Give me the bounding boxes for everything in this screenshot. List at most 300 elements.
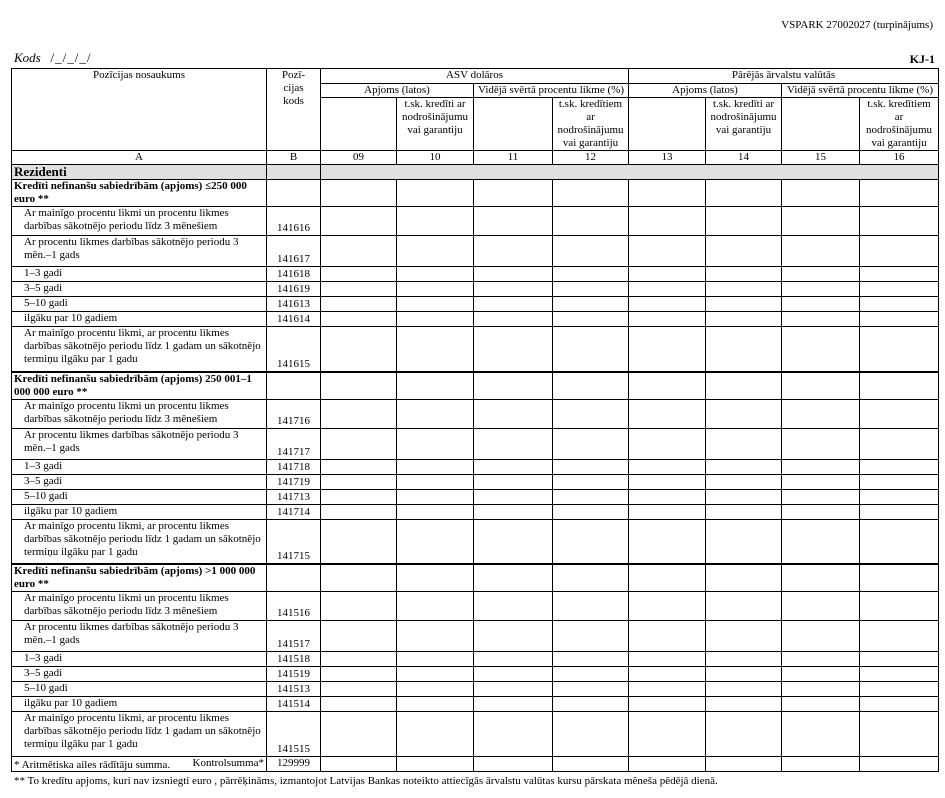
input-cell[interactable]: [782, 267, 860, 282]
input-cell[interactable]: [706, 667, 782, 682]
row-label: Ar mainīgo procentu likmi, ar procentu likmes darbības sākotnējo periodu līdz 1 gadam un sākotnējo termiņu ilgāku par 1 gadu: [12, 327, 267, 372]
input-cell[interactable]: [397, 267, 474, 282]
input-cell[interactable]: [706, 564, 782, 592]
input-cell[interactable]: [397, 621, 474, 652]
table-row: [12, 697, 939, 712]
input-cell[interactable]: [397, 372, 474, 400]
input-cell[interactable]: [474, 652, 553, 667]
input-cell[interactable]: [321, 667, 397, 682]
table-row: [12, 312, 939, 327]
input-cell[interactable]: [553, 399, 629, 428]
input-cell[interactable]: [706, 282, 782, 297]
header-usd-volume: Apjoms (latos): [321, 84, 474, 98]
input-cell[interactable]: [474, 564, 553, 592]
table-row: [12, 327, 939, 372]
input-cell[interactable]: [860, 489, 939, 504]
input-cell[interactable]: [397, 489, 474, 504]
row-label: 1–3 gadi: [12, 459, 267, 474]
input-cell[interactable]: [860, 667, 939, 682]
table-row: [12, 712, 939, 757]
input-cell[interactable]: [553, 372, 629, 400]
input-cell[interactable]: [860, 327, 939, 372]
input-cell[interactable]: [397, 399, 474, 428]
input-cell[interactable]: [629, 207, 706, 236]
input-cell[interactable]: [706, 682, 782, 697]
table-row: [12, 652, 939, 667]
table-row: [12, 267, 939, 282]
input-cell[interactable]: [397, 682, 474, 697]
input-cell[interactable]: [706, 372, 782, 400]
input-cell[interactable]: [474, 474, 553, 489]
table-row: [12, 399, 939, 428]
input-cell[interactable]: [321, 372, 397, 400]
input-cell[interactable]: [553, 459, 629, 474]
input-cell[interactable]: [860, 519, 939, 564]
input-cell[interactable]: [321, 504, 397, 519]
input-cell[interactable]: [860, 236, 939, 267]
row-code: 141617: [267, 236, 321, 267]
input-cell[interactable]: [474, 592, 553, 621]
input-cell[interactable]: [860, 312, 939, 327]
input-cell[interactable]: [474, 697, 553, 712]
input-cell[interactable]: [397, 236, 474, 267]
row-label: Ar mainīgo procentu likmi un procentu likmes darbības sākotnējo periodu līdz 3 mēnešiem: [12, 399, 267, 428]
input-cell[interactable]: [629, 697, 706, 712]
column-letter: 15: [782, 151, 860, 165]
input-cell[interactable]: [553, 282, 629, 297]
input-cell[interactable]: [474, 236, 553, 267]
input-cell[interactable]: [474, 459, 553, 474]
row-label: Ar procentu likmes darbības sākotnējo periodu 3 mēn.–1 gads: [12, 236, 267, 267]
input-cell[interactable]: [629, 489, 706, 504]
table-row: [12, 297, 939, 312]
input-cell[interactable]: [553, 180, 629, 207]
row-code: 141513: [267, 682, 321, 697]
input-cell[interactable]: [553, 757, 629, 772]
header-usd-rate-total: [474, 98, 553, 151]
kontrolsumma-code: 129999: [267, 757, 321, 772]
row-code: 141715: [267, 519, 321, 564]
input-cell[interactable]: [397, 297, 474, 312]
input-cell[interactable]: [706, 180, 782, 207]
header-other-volume-sub: t.sk. kredīti ar nodrošinājumu vai garantiju: [706, 98, 782, 151]
input-cell[interactable]: [706, 297, 782, 312]
input-cell[interactable]: [782, 667, 860, 682]
input-cell[interactable]: [397, 282, 474, 297]
input-cell[interactable]: [321, 428, 397, 459]
input-cell[interactable]: [321, 267, 397, 282]
input-cell[interactable]: [474, 327, 553, 372]
table-row: [12, 519, 939, 564]
input-cell[interactable]: [553, 592, 629, 621]
input-cell[interactable]: [321, 459, 397, 474]
input-cell[interactable]: [706, 757, 782, 772]
header-usd: ASV dolāros: [321, 69, 629, 84]
input-cell[interactable]: [474, 621, 553, 652]
input-cell[interactable]: [629, 236, 706, 267]
row-label: 1–3 gadi: [12, 652, 267, 667]
input-cell[interactable]: [397, 327, 474, 372]
input-cell[interactable]: [474, 682, 553, 697]
input-cell[interactable]: [782, 399, 860, 428]
input-cell[interactable]: [474, 207, 553, 236]
input-cell[interactable]: [782, 236, 860, 267]
header-other-volume: Apjoms (latos): [629, 84, 782, 98]
input-cell[interactable]: [553, 564, 629, 592]
row-code: 141519: [267, 667, 321, 682]
row-code: 141717: [267, 428, 321, 459]
input-cell[interactable]: [782, 564, 860, 592]
input-cell[interactable]: [629, 712, 706, 757]
input-cell[interactable]: [553, 327, 629, 372]
input-cell[interactable]: [397, 504, 474, 519]
input-cell[interactable]: [474, 519, 553, 564]
input-cell[interactable]: [860, 282, 939, 297]
input-cell[interactable]: [782, 474, 860, 489]
input-cell[interactable]: [706, 504, 782, 519]
input-cell[interactable]: [397, 428, 474, 459]
input-cell[interactable]: [553, 697, 629, 712]
header-usd-volume-sub: t.sk. kredīti ar nodrošinājumu vai garantiju: [397, 98, 474, 151]
input-cell[interactable]: [706, 207, 782, 236]
row-label: 3–5 gadi: [12, 474, 267, 489]
form-reference: VSPARK 27002027 (turpinājums): [781, 19, 933, 31]
input-cell[interactable]: [860, 682, 939, 697]
input-cell[interactable]: [860, 399, 939, 428]
input-cell[interactable]: [553, 312, 629, 327]
row-label: Ar mainīgo procentu likmi, ar procentu likmes darbības sākotnējo periodu līdz 1 gadam un sākotnējo termiņu ilgāku par 1 gadu: [12, 712, 267, 757]
row-code: 141614: [267, 312, 321, 327]
row-code: 141518: [267, 652, 321, 667]
column-letter: 11: [474, 151, 553, 165]
header-usd-volume-total: [321, 98, 397, 151]
input-cell[interactable]: [474, 712, 553, 757]
row-code: 141619: [267, 282, 321, 297]
header-name-col: Pozīcijas nosaukums: [12, 69, 267, 151]
input-cell[interactable]: [706, 236, 782, 267]
footnote-2: ** To kredītu apjoms, kuri nav izsniegti euro , pārrēķināms, izmantojot Latvijas Bankas noteikto attiecīgās ārvalstu valūtas kursu pārskata mēneša pēdējā dienā.: [14, 775, 718, 787]
input-cell[interactable]: [474, 297, 553, 312]
input-cell[interactable]: [397, 207, 474, 236]
row-label: Ar procentu likmes darbības sākotnējo periodu 3 mēn.–1 gads: [12, 621, 267, 652]
header-code-col: Pozī- cijas kods: [267, 69, 321, 151]
input-cell[interactable]: [629, 474, 706, 489]
input-cell[interactable]: [397, 712, 474, 757]
input-cell[interactable]: [474, 180, 553, 207]
input-cell[interactable]: [860, 504, 939, 519]
header-other-volume-total: [629, 98, 706, 151]
input-cell[interactable]: [860, 474, 939, 489]
table-row: [12, 207, 939, 236]
kods-field[interactable]: [14, 50, 91, 66]
input-cell[interactable]: [782, 207, 860, 236]
row-label: ilgāku par 10 gadiem: [12, 504, 267, 519]
input-cell[interactable]: [782, 621, 860, 652]
row-code: 141718: [267, 459, 321, 474]
input-cell[interactable]: [706, 652, 782, 667]
footnote-1: * Aritmētiska ailes rādītāju summa.: [14, 759, 171, 771]
input-cell[interactable]: [321, 757, 397, 772]
column-letter: 13: [629, 151, 706, 165]
table-row: [12, 592, 939, 621]
input-cell[interactable]: [629, 504, 706, 519]
input-cell[interactable]: [321, 564, 397, 592]
row-label: 5–10 gadi: [12, 297, 267, 312]
input-cell[interactable]: [706, 312, 782, 327]
input-cell[interactable]: [321, 489, 397, 504]
input-cell[interactable]: [397, 757, 474, 772]
column-letter: 09: [321, 151, 397, 165]
input-cell[interactable]: [782, 428, 860, 459]
row-label: Ar mainīgo procentu likmi un procentu likmes darbības sākotnējo periodu līdz 3 mēnešiem: [12, 592, 267, 621]
input-cell[interactable]: [782, 592, 860, 621]
input-cell[interactable]: [397, 459, 474, 474]
column-letter: 10: [397, 151, 474, 165]
header-other-rate-total: [782, 98, 860, 151]
input-cell[interactable]: [321, 207, 397, 236]
input-cell[interactable]: [629, 757, 706, 772]
row-code: 141716: [267, 399, 321, 428]
table-row: [12, 474, 939, 489]
input-cell[interactable]: [860, 592, 939, 621]
input-cell[interactable]: [629, 519, 706, 564]
row-code: 141514: [267, 697, 321, 712]
input-cell[interactable]: [321, 682, 397, 697]
column-letter: 12: [553, 151, 629, 165]
input-cell[interactable]: [629, 282, 706, 297]
input-cell[interactable]: [397, 652, 474, 667]
input-cell[interactable]: [397, 697, 474, 712]
row-code: 141719: [267, 474, 321, 489]
input-cell[interactable]: [321, 312, 397, 327]
input-cell[interactable]: [782, 652, 860, 667]
section-header: [12, 564, 939, 592]
input-cell[interactable]: [321, 652, 397, 667]
input-cell[interactable]: [629, 428, 706, 459]
section-header: [12, 372, 939, 400]
row-label: ilgāku par 10 gadiem: [12, 312, 267, 327]
report-table: [11, 68, 939, 772]
input-cell[interactable]: [782, 504, 860, 519]
form-id: KJ-1: [909, 52, 935, 66]
input-cell[interactable]: [629, 267, 706, 282]
table-row: [12, 682, 939, 697]
table-row: [12, 667, 939, 682]
input-cell[interactable]: [397, 519, 474, 564]
input-cell[interactable]: [629, 459, 706, 474]
input-cell[interactable]: [629, 327, 706, 372]
row-code: 141618: [267, 267, 321, 282]
input-cell[interactable]: [706, 592, 782, 621]
section-title: Kredīti nefinanšu sabiedrībām (apjoms) ≤250 000 euro **: [12, 180, 267, 207]
input-cell[interactable]: [553, 652, 629, 667]
input-cell[interactable]: [782, 372, 860, 400]
input-cell[interactable]: [782, 297, 860, 312]
input-cell[interactable]: [860, 459, 939, 474]
row-label: 5–10 gadi: [12, 489, 267, 504]
input-cell[interactable]: [321, 712, 397, 757]
input-cell[interactable]: [706, 697, 782, 712]
input-cell[interactable]: [782, 697, 860, 712]
input-cell[interactable]: [629, 297, 706, 312]
input-cell[interactable]: [474, 757, 553, 772]
table-row: [12, 236, 939, 267]
header-other-rate: Vidējā svērtā procentu likme (%): [782, 84, 939, 98]
input-cell[interactable]: [397, 564, 474, 592]
input-cell[interactable]: [474, 312, 553, 327]
input-cell[interactable]: [860, 297, 939, 312]
input-cell[interactable]: [474, 399, 553, 428]
row-label: Ar mainīgo procentu likmi un procentu likmes darbības sākotnējo periodu līdz 3 mēnešiem: [12, 207, 267, 236]
input-cell[interactable]: [474, 428, 553, 459]
input-cell[interactable]: [397, 592, 474, 621]
kontrolsumma-label: Kontrolsumma*: [12, 757, 267, 772]
input-cell[interactable]: [629, 652, 706, 667]
column-letter: A: [12, 151, 267, 165]
header-other: Pārējās ārvalstu valūtās: [629, 69, 939, 84]
input-cell[interactable]: [321, 474, 397, 489]
input-cell[interactable]: [553, 682, 629, 697]
column-letter: 14: [706, 151, 782, 165]
input-cell[interactable]: [706, 327, 782, 372]
input-cell[interactable]: [706, 399, 782, 428]
section-title: Kredīti nefinanšu sabiedrībām (apjoms) >1 000 000 euro **: [12, 564, 267, 592]
row-code: 141516: [267, 592, 321, 621]
row-code: 141616: [267, 207, 321, 236]
table-row: [12, 504, 939, 519]
input-cell[interactable]: [321, 621, 397, 652]
input-cell[interactable]: [397, 667, 474, 682]
input-cell[interactable]: [474, 504, 553, 519]
input-cell[interactable]: [321, 282, 397, 297]
input-cell[interactable]: [397, 474, 474, 489]
input-cell[interactable]: [321, 399, 397, 428]
input-cell[interactable]: [860, 180, 939, 207]
input-cell[interactable]: [397, 312, 474, 327]
input-cell[interactable]: [706, 428, 782, 459]
input-cell[interactable]: [860, 428, 939, 459]
row-code: 141515: [267, 712, 321, 757]
column-letter: B: [267, 151, 321, 165]
row-label: Ar mainīgo procentu likmi, ar procentu likmes darbības sākotnējo periodu līdz 1 gadam un sākotnējo termiņu ilgāku par 1 gadu: [12, 519, 267, 564]
table-row: [12, 459, 939, 474]
row-code: 141517: [267, 621, 321, 652]
input-cell[interactable]: [782, 757, 860, 772]
input-cell[interactable]: [553, 236, 629, 267]
input-cell[interactable]: [782, 489, 860, 504]
input-cell[interactable]: [629, 372, 706, 400]
row-label: 3–5 gadi: [12, 667, 267, 682]
input-cell[interactable]: [706, 712, 782, 757]
input-cell[interactable]: [782, 459, 860, 474]
input-cell[interactable]: [860, 697, 939, 712]
input-cell[interactable]: [860, 267, 939, 282]
input-cell[interactable]: [321, 697, 397, 712]
input-cell[interactable]: [474, 267, 553, 282]
row-label: 3–5 gadi: [12, 282, 267, 297]
input-cell[interactable]: [706, 519, 782, 564]
kods-slots: /_/_/_/: [50, 50, 92, 65]
input-cell[interactable]: [860, 712, 939, 757]
input-cell[interactable]: [860, 564, 939, 592]
input-cell[interactable]: [782, 282, 860, 297]
input-cell[interactable]: [629, 180, 706, 207]
table-row: [12, 428, 939, 459]
input-cell[interactable]: [860, 757, 939, 772]
input-cell[interactable]: [553, 519, 629, 564]
input-cell[interactable]: [782, 682, 860, 697]
input-cell[interactable]: [474, 282, 553, 297]
input-cell[interactable]: [629, 667, 706, 682]
input-cell[interactable]: [860, 621, 939, 652]
input-cell[interactable]: [782, 312, 860, 327]
input-cell[interactable]: [553, 428, 629, 459]
row-code: 141615: [267, 327, 321, 372]
input-cell[interactable]: [629, 621, 706, 652]
input-cell[interactable]: [629, 682, 706, 697]
row-label: 5–10 gadi: [12, 682, 267, 697]
input-cell[interactable]: [860, 372, 939, 400]
input-cell[interactable]: [321, 519, 397, 564]
input-cell[interactable]: [629, 592, 706, 621]
row-label: 1–3 gadi: [12, 267, 267, 282]
input-cell[interactable]: [321, 592, 397, 621]
input-cell[interactable]: [782, 327, 860, 372]
input-cell[interactable]: [782, 519, 860, 564]
table-row: [12, 282, 939, 297]
input-cell[interactable]: [860, 652, 939, 667]
input-cell[interactable]: [321, 236, 397, 267]
input-cell[interactable]: [553, 504, 629, 519]
input-cell[interactable]: [553, 207, 629, 236]
input-cell[interactable]: [629, 312, 706, 327]
header-usd-rate: Vidējā svērtā procentu likme (%): [474, 84, 629, 98]
input-cell[interactable]: [553, 474, 629, 489]
input-cell[interactable]: [553, 621, 629, 652]
input-cell[interactable]: [706, 267, 782, 282]
header-other-rate-sub: t.sk. kredītiem ar nodrošinājumu vai garantiju: [860, 98, 939, 151]
input-cell[interactable]: [321, 180, 397, 207]
input-cell[interactable]: [553, 267, 629, 282]
input-cell[interactable]: [706, 459, 782, 474]
input-cell[interactable]: [553, 297, 629, 312]
input-cell[interactable]: [782, 712, 860, 757]
input-cell[interactable]: [706, 621, 782, 652]
input-cell[interactable]: [553, 489, 629, 504]
section-title: Kredīti nefinanšu sabiedrībām (apjoms) 250 001–1 000 000 euro **: [12, 372, 267, 400]
input-cell[interactable]: [474, 667, 553, 682]
row-code: 141714: [267, 504, 321, 519]
section-header: [12, 180, 939, 207]
input-cell[interactable]: [629, 399, 706, 428]
row-code: 141713: [267, 489, 321, 504]
input-cell[interactable]: [321, 297, 397, 312]
input-cell[interactable]: [629, 564, 706, 592]
input-cell[interactable]: [553, 667, 629, 682]
input-cell[interactable]: [321, 327, 397, 372]
input-cell[interactable]: [706, 474, 782, 489]
input-cell[interactable]: [782, 180, 860, 207]
row-label: ilgāku par 10 gadiem: [12, 697, 267, 712]
input-cell[interactable]: [474, 372, 553, 400]
input-cell[interactable]: [553, 712, 629, 757]
input-cell[interactable]: [397, 180, 474, 207]
input-cell[interactable]: [706, 489, 782, 504]
row-label: Ar procentu likmes darbības sākotnējo periodu 3 mēn.–1 gads: [12, 428, 267, 459]
header-usd-rate-sub: t.sk. kredītiem ar nodrošinājumu vai garantiju: [553, 98, 629, 151]
input-cell[interactable]: [860, 207, 939, 236]
input-cell[interactable]: [474, 489, 553, 504]
